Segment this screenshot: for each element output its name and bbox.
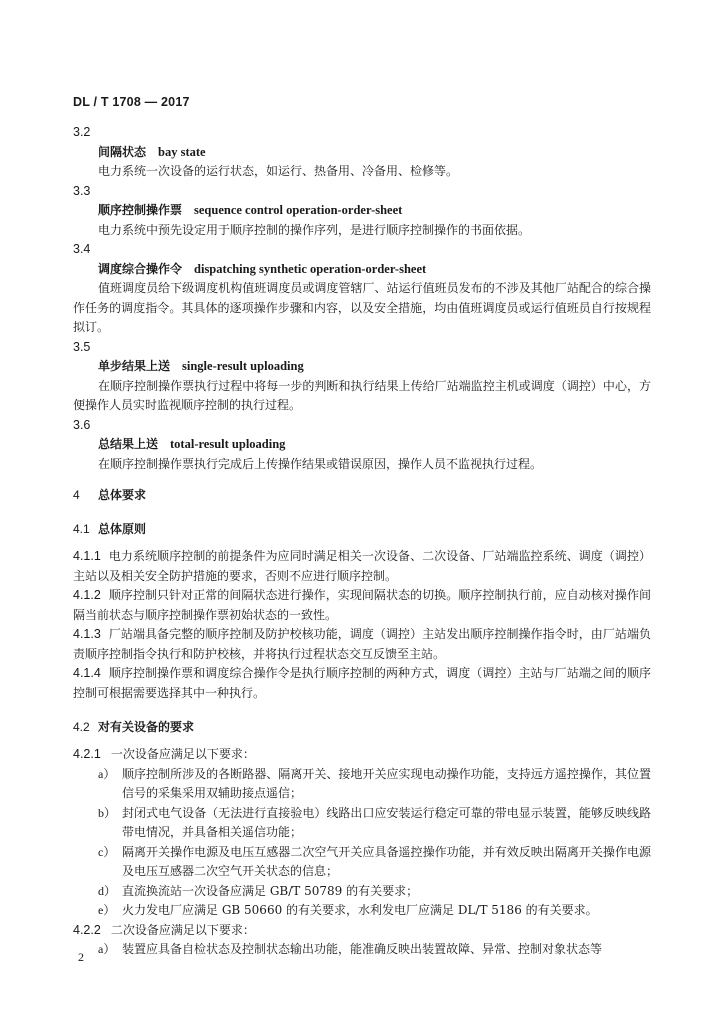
list-item-text: 直流换流站一次设备应满足 GB/T 50789 的有关要求； (122, 883, 419, 898)
clause-paragraph (73, 625, 651, 664)
term-entry (73, 240, 651, 338)
clause-text: 顺序控制只针对正常的间隔状态进行操作，实现间隔状态的切换。顺序控制执行前，应自动核对操作间隔当前状态与顺序控制操作票初始状态的一致性。 (73, 588, 651, 622)
term-en: single-result uploading (182, 359, 304, 373)
term-definition: 电力系统一次设备的运行状态，如运行、热备用、冷备用、检修等。 (98, 164, 459, 178)
term-entry (73, 338, 651, 416)
section-number: 4 (73, 488, 80, 502)
clause-number: 4.1.4 (73, 666, 101, 680)
page-content (73, 123, 651, 960)
clause-number: 4.2.1 (73, 747, 101, 761)
section-heading (73, 485, 651, 505)
clause-text: 二次设备应满足以下要求： (110, 922, 255, 937)
term-entry (73, 416, 651, 475)
list-item-label: b） (98, 805, 117, 820)
term-number: 3.2 (73, 125, 91, 139)
clause-text: 厂站端具备完整的顺序控制及防护校核功能，调度（调控）主站发出顺序控制操作指令时，由厂站端负责顺序控制指令执行和防护校核，并将执行过程状态交互反馈至主站。 (73, 627, 651, 661)
section-title: 总体要求 (98, 488, 147, 502)
clause-text: 电力系统顺序控制的前提条件为应同时满足相关一次设备、二次设备、厂站端监控系统、调度（调控）主站以及相关安全防护措施的要求，否则不应进行顺序控制。 (73, 549, 651, 583)
term-heading (98, 435, 651, 455)
list-item-text: 顺序控制所涉及的各断路器、隔离开关、接地开关应实现电动操作功能，支持远方遥控操作，其位置信号的采集采用双辅助接点遥信； (122, 766, 651, 800)
clause-text: 顺序控制操作票和调度综合操作令是执行顺序控制的两种方式，调度（调控）主站与厂站端之间的顺序控制可根据需要选择其中一种执行。 (73, 666, 651, 700)
clause-number: 4.1.2 (73, 588, 101, 602)
term-en: dispatching synthetic operation-order-sheet (194, 261, 427, 276)
term-number: 3.5 (73, 339, 91, 354)
term-entry (73, 182, 651, 241)
subsection-number: 4.2 (73, 720, 90, 734)
list-item (73, 843, 651, 882)
clause-paragraph (73, 586, 651, 625)
list-item-label: e） (98, 903, 116, 917)
term-heading (98, 260, 651, 280)
list-item (73, 940, 651, 960)
term-en: sequence control operation-order-sheet (194, 203, 403, 217)
subsection-title: 对有关设备的要求 (98, 720, 195, 734)
term-heading (98, 201, 651, 221)
term-number: 3.3 (73, 183, 91, 198)
clause-paragraph (73, 664, 651, 703)
requirement-clause (73, 921, 651, 941)
list-item-label: a） (98, 766, 116, 781)
list-item-label: a） (98, 942, 116, 956)
clause-number: 4.1.3 (73, 627, 101, 641)
term-heading (98, 143, 651, 163)
term-definition: 值班调度员给下级调度机构值班调度员或调度管辖厂、站运行值班员发布的不涉及其他厂站配合的综合操作任务的调度指令。其具体的逐项操作步骤和内容，以及安全措施，均由值班调度员或运行值班员自行按规程拟订。 (73, 281, 651, 334)
list-item-label: d） (98, 883, 117, 898)
list-item (73, 882, 651, 902)
term-en: total-result uploading (170, 437, 286, 451)
list-item-text: 封闭式电气设备（无法进行直接验电）线路出口应安装运行稳定可靠的带电显示装置，能够反映线路带电情况，并具备相关遥信功能； (122, 805, 651, 839)
term-en: bay state (158, 144, 206, 159)
list-item (73, 804, 651, 843)
term-cn: 顺序控制操作票 (98, 203, 183, 217)
clause-number: 4.1.1 (73, 549, 101, 563)
requirement-clause (73, 745, 651, 765)
term-heading (98, 357, 651, 377)
clause-paragraph (73, 547, 651, 586)
term-cn: 单步结果上送 (98, 359, 171, 373)
clause-text: 一次设备应满足以下要求： (110, 747, 255, 761)
subsection-title: 总体原则 (98, 522, 147, 536)
term-definition: 在顺序控制操作票执行完成后上传操作结果或错误原因，操作人员不监视执行过程。 (98, 456, 543, 471)
term-definition: 在顺序控制操作票执行过程中将每一步的判断和执行结果上传给厂站端监控主机或调度（调控）中心，方便操作人员实时监视顺序控制的执行过程。 (73, 378, 651, 412)
term-cn: 间隔状态 (98, 144, 147, 159)
page-number: 2 (78, 950, 84, 964)
term-entry (73, 123, 651, 182)
term-cn: 调度综合操作令 (98, 261, 183, 276)
subsection-heading (73, 717, 651, 737)
term-number: 3.6 (73, 417, 91, 432)
list-item-text: 火力发电厂应满足 GB 50660 的有关要求，水利发电厂应满足 DL/T 5186 的有关要求。 (122, 903, 598, 917)
standard-code-header: DL / T 1708 — 2017 (73, 95, 190, 109)
list-item-text: 隔离开关操作电源及电压互感器二次空气开关应具备遥控操作功能，并有效反映出隔离开关操作电源及电压互感器二次空气开关状态的信息； (122, 844, 651, 878)
list-item-label: c） (98, 844, 116, 859)
term-cn: 总结果上送 (98, 437, 159, 451)
term-definition: 电力系统中预先设定用于顺序控制的操作序列，是进行顺序控制操作的书面依据。 (98, 222, 531, 237)
list-item (73, 765, 651, 804)
term-number: 3.4 (73, 242, 91, 256)
list-item-text: 装置应具备自检状态及控制状态输出功能，能准确反映出装置故障、异常、控制对象状态等 (122, 942, 603, 956)
subsection-heading (73, 519, 651, 539)
subsection-number: 4.1 (73, 522, 90, 536)
list-item (73, 901, 651, 921)
clause-number: 4.2.2 (73, 922, 101, 937)
